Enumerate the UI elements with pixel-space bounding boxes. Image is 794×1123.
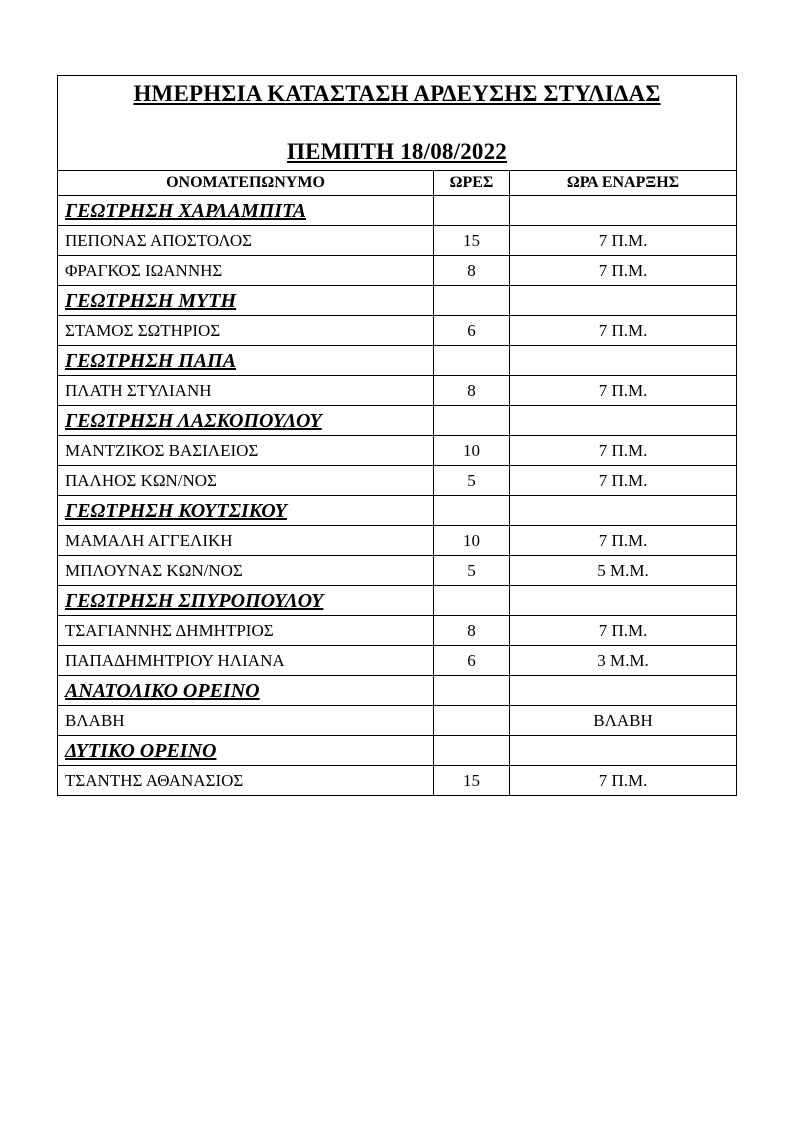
group-start-empty [510, 496, 737, 526]
table-row [58, 526, 737, 556]
group-row [58, 286, 737, 316]
table-row [58, 646, 737, 676]
hours-cell: 5 [434, 556, 510, 586]
group-row [58, 406, 737, 436]
group-row [58, 346, 737, 376]
person-name-cell: ΠΕΠΟΝΑΣ ΑΠΟΣΤΟΛΟΣ [58, 226, 434, 256]
hours-cell: 6 [434, 316, 510, 346]
person-name-cell: ΠΑΛΗΟΣ ΚΩΝ/ΝΟΣ [58, 466, 434, 496]
group-name: ΓΕΩΤΡΗΣΗ ΜΥΤΗ [58, 286, 434, 316]
group-start-empty [510, 676, 737, 706]
hours-cell: 10 [434, 526, 510, 556]
table-row [58, 556, 737, 586]
start-time-cell: 7 Π.Μ. [510, 526, 737, 556]
person-name-cell: ΜΑΜΑΛΗ ΑΓΓΕΛΙΚΗ [58, 526, 434, 556]
group-start-empty [510, 286, 737, 316]
table-row [58, 316, 737, 346]
group-hours-empty [434, 736, 510, 766]
hours-cell: 10 [434, 436, 510, 466]
irrigation-table [57, 75, 737, 796]
person-name-cell: ΠΑΠΑΔΗΜΗΤΡΙΟΥ ΗΛΙΑΝΑ [58, 646, 434, 676]
group-name: ΓΕΩΤΡΗΣΗ ΧΑΡΛΑΜΠΙΤΑ [58, 196, 434, 226]
table-row [58, 226, 737, 256]
hours-cell: 8 [434, 376, 510, 406]
group-hours-empty [434, 346, 510, 376]
person-name-cell: ΣΤΑΜΟΣ ΣΩΤΗΡΙΟΣ [58, 316, 434, 346]
group-name: ΔΥΤΙΚΟ ΟΡΕΙΝΟ [58, 736, 434, 766]
group-start-empty [510, 406, 737, 436]
group-name: ΑΝΑΤΟΛΙΚΟ ΟΡΕΙΝΟ [58, 676, 434, 706]
group-row [58, 586, 737, 616]
start-time-cell: 7 Π.Μ. [510, 766, 737, 796]
start-time-cell: 7 Π.Μ. [510, 436, 737, 466]
title-cell [58, 76, 737, 171]
group-row [58, 496, 737, 526]
person-name-cell: ΒΛΑΒΗ [58, 706, 434, 736]
start-time-cell: ΒΛΑΒΗ [510, 706, 737, 736]
document-title: ΗΜΕΡΗΣΙΑ ΚΑΤΑΣΤΑΣΗ ΑΡΔΕΥΣΗΣ ΣΤΥΛΙΔΑΣ [133, 81, 661, 106]
start-time-cell: 7 Π.Μ. [510, 316, 737, 346]
person-name-cell: ΠΛΑΤΗ ΣΤΥΛΙΑΝΗ [58, 376, 434, 406]
group-hours-empty [434, 196, 510, 226]
group-start-empty [510, 736, 737, 766]
hours-cell: 15 [434, 766, 510, 796]
hours-cell: 5 [434, 466, 510, 496]
hours-cell [434, 706, 510, 736]
hours-cell: 8 [434, 256, 510, 286]
group-start-empty [510, 196, 737, 226]
column-header-hours [434, 171, 510, 196]
person-name-cell: ΦΡΑΓΚΟΣ ΙΩΑΝΝΗΣ [58, 256, 434, 286]
group-name: ΓΕΩΤΡΗΣΗ ΠΑΠΑ [58, 346, 434, 376]
hours-cell: 6 [434, 646, 510, 676]
group-start-empty [510, 586, 737, 616]
start-time-cell: 5 Μ.Μ. [510, 556, 737, 586]
table-row [58, 706, 737, 736]
group-row [58, 196, 737, 226]
hours-cell: 15 [434, 226, 510, 256]
group-name: ΓΕΩΤΡΗΣΗ ΚΟΥΤΣΙΚΟΥ [58, 496, 434, 526]
person-name-cell: ΤΣΑΝΤΗΣ ΑΘΑΝΑΣΙΟΣ [58, 766, 434, 796]
table-row [58, 616, 737, 646]
start-time-cell: 7 Π.Μ. [510, 616, 737, 646]
table-row [58, 766, 737, 796]
column-header-start [510, 171, 737, 196]
table-row [58, 466, 737, 496]
column-header-start-label: ΩΡΑ ΕΝΑΡΞΗΣ [566, 174, 680, 191]
group-hours-empty [434, 406, 510, 436]
group-hours-empty [434, 496, 510, 526]
hours-cell: 8 [434, 616, 510, 646]
column-header-name [58, 171, 434, 196]
table-row [58, 256, 737, 286]
person-name-cell: ΤΣΑΓΙΑΝΝΗΣ ΔΗΜΗΤΡΙΟΣ [58, 616, 434, 646]
title-row [58, 76, 737, 171]
group-start-empty [510, 346, 737, 376]
start-time-cell: 7 Π.Μ. [510, 256, 737, 286]
header-row [58, 171, 737, 196]
start-time-cell: 7 Π.Μ. [510, 376, 737, 406]
group-name: ΓΕΩΤΡΗΣΗ ΣΠΥΡΟΠΟΥΛΟΥ [58, 586, 434, 616]
column-header-hours-label: ΩΡΕΣ [449, 174, 494, 191]
column-header-name-label: ΟΝΟΜΑΤΕΠΩΝΥΜΟ [166, 174, 325, 191]
group-row [58, 676, 737, 706]
start-time-cell: 7 Π.Μ. [510, 466, 737, 496]
person-name-cell: ΜΑΝΤΖΙΚΟΣ ΒΑΣΙΛΕΙΟΣ [58, 436, 434, 466]
group-hours-empty [434, 586, 510, 616]
group-hours-empty [434, 676, 510, 706]
group-row [58, 736, 737, 766]
group-name: ΓΕΩΤΡΗΣΗ ΛΑΣΚΟΠΟΥΛΟΥ [58, 406, 434, 436]
table-row [58, 436, 737, 466]
group-hours-empty [434, 286, 510, 316]
start-time-cell: 3 Μ.Μ. [510, 646, 737, 676]
table-row [58, 376, 737, 406]
person-name-cell: ΜΠΛΟΥΝΑΣ ΚΩΝ/ΝΟΣ [58, 556, 434, 586]
document-date: ΠΕΜΠΤΗ 18/08/2022 [287, 139, 508, 164]
start-time-cell: 7 Π.Μ. [510, 226, 737, 256]
document-page [57, 75, 736, 796]
